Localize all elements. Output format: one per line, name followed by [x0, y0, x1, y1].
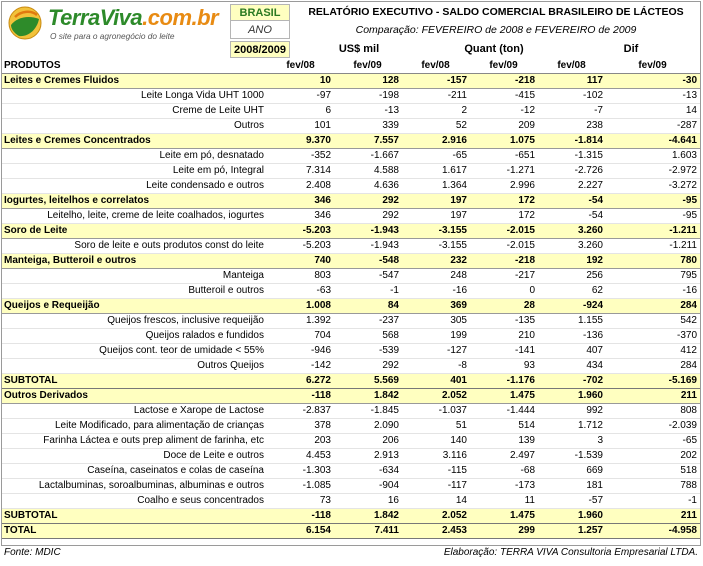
value-cell: 172 — [470, 194, 538, 209]
value-cell: 346 — [268, 194, 334, 209]
value-cell: 1.364 — [402, 179, 470, 194]
section-row — [2, 194, 700, 209]
brand-tagline: O site para o agronegócio do leite — [50, 31, 175, 41]
row-label: Manteiga — [2, 269, 268, 284]
product-row — [2, 314, 700, 329]
row-label: Doce de Leite e outros — [2, 449, 268, 464]
value-cell: 7.314 — [268, 164, 334, 179]
value-cell: -12 — [470, 104, 538, 119]
value-cell: 795 — [606, 269, 700, 284]
product-row — [2, 239, 700, 254]
value-cell: 305 — [402, 314, 470, 329]
footer — [4, 547, 698, 561]
section-row — [2, 254, 700, 269]
value-cell: 6 — [268, 104, 334, 119]
value-cell: 2.913 — [334, 449, 402, 464]
value-cell: -218 — [470, 74, 538, 89]
value-cell: -5.169 — [606, 374, 700, 389]
value-cell: 28 — [470, 299, 538, 314]
value-cell: 299 — [470, 524, 538, 539]
product-row — [2, 359, 700, 374]
value-cell: 514 — [470, 419, 538, 434]
value-cell: -2.015 — [470, 224, 538, 239]
value-cell: -141 — [470, 344, 538, 359]
value-cell: 128 — [334, 74, 402, 89]
product-row — [2, 449, 700, 464]
value-cell: 434 — [538, 359, 606, 374]
subtotal-row — [2, 374, 700, 389]
value-cell: -115 — [402, 464, 470, 479]
value-cell: 0 — [470, 284, 538, 299]
value-cell: 2 — [402, 104, 470, 119]
trade-balance-table — [2, 59, 700, 539]
value-cell: -3.272 — [606, 179, 700, 194]
period-header: fev/09 — [334, 59, 402, 74]
value-cell: -1.667 — [334, 149, 402, 164]
value-cell: -217 — [470, 269, 538, 284]
value-cell: 2.916 — [402, 134, 470, 149]
product-row — [2, 149, 700, 164]
product-row — [2, 479, 700, 494]
value-cell: -1.303 — [268, 464, 334, 479]
value-cell: 209 — [470, 119, 538, 134]
value-cell: -95 — [606, 209, 700, 224]
value-cell: 206 — [334, 434, 402, 449]
row-label: Leite Longa Vida UHT 1000 — [2, 89, 268, 104]
section-row — [2, 389, 700, 404]
value-cell: -1.943 — [334, 224, 402, 239]
product-row — [2, 89, 700, 104]
product-row — [2, 344, 700, 359]
value-cell: 3.260 — [538, 239, 606, 254]
value-cell: -651 — [470, 149, 538, 164]
value-cell: 339 — [334, 119, 402, 134]
value-cell: -135 — [470, 314, 538, 329]
value-cell: -1.444 — [470, 404, 538, 419]
row-label: SUBTOTAL — [2, 374, 268, 389]
credit-note: Elaboração: TERRA VIVA Consultoria Empresarial LTDA. — [443, 547, 698, 558]
section-row — [2, 74, 700, 89]
value-cell: 1.960 — [538, 509, 606, 524]
value-cell: 292 — [334, 194, 402, 209]
value-cell: 1.712 — [538, 419, 606, 434]
product-row — [2, 104, 700, 119]
value-cell: -102 — [538, 89, 606, 104]
value-cell: -2.837 — [268, 404, 334, 419]
report-subtitle: Comparação: FEVEREIRO de 2008 e FEVEREIRO de 2009 — [355, 24, 637, 36]
value-cell: -1.211 — [606, 224, 700, 239]
row-label: Queijos ralados e fundidos — [2, 329, 268, 344]
value-cell: 378 — [268, 419, 334, 434]
value-cell: 51 — [402, 419, 470, 434]
value-cell: -8 — [402, 359, 470, 374]
value-cell: 1.475 — [470, 389, 538, 404]
value-cell: 52 — [402, 119, 470, 134]
value-cell: -63 — [268, 284, 334, 299]
value-cell: 5.569 — [334, 374, 402, 389]
product-row — [2, 434, 700, 449]
section-row — [2, 299, 700, 314]
value-cell: -1.271 — [470, 164, 538, 179]
year-range: 2008/2009 — [230, 41, 290, 58]
value-cell: 568 — [334, 329, 402, 344]
value-cell: -3.155 — [402, 224, 470, 239]
product-row — [2, 494, 700, 509]
product-row — [2, 119, 700, 134]
row-label: Leite Modificado, para alimentação de crianças — [2, 419, 268, 434]
value-cell: 211 — [606, 509, 700, 524]
value-cell: 4.588 — [334, 164, 402, 179]
value-cell: -287 — [606, 119, 700, 134]
value-cell: -547 — [334, 269, 402, 284]
value-cell: -2.015 — [470, 239, 538, 254]
value-cell: -16 — [606, 284, 700, 299]
value-cell: 10 — [268, 74, 334, 89]
value-cell: 7.411 — [334, 524, 402, 539]
value-cell: -2.726 — [538, 164, 606, 179]
row-label: Farinha Láctea e outs prep aliment de farinha, etc — [2, 434, 268, 449]
row-label: Manteiga, Butteroil e outros — [2, 254, 268, 269]
value-cell: 172 — [470, 209, 538, 224]
row-label: Outros — [2, 119, 268, 134]
value-cell: -237 — [334, 314, 402, 329]
row-label: Leite condensado e outros — [2, 179, 268, 194]
product-row — [2, 419, 700, 434]
row-label: Lactose e Xarope de Lactose — [2, 404, 268, 419]
value-cell: -1.037 — [402, 404, 470, 419]
value-cell: -57 — [538, 494, 606, 509]
row-label: Leite em pó, desnatado — [2, 149, 268, 164]
value-cell: -1.814 — [538, 134, 606, 149]
value-cell: 740 — [268, 254, 334, 269]
row-label: Soro de Leite — [2, 224, 268, 239]
value-cell: 1.257 — [538, 524, 606, 539]
section-row — [2, 224, 700, 239]
value-cell: -157 — [402, 74, 470, 89]
value-cell: -352 — [268, 149, 334, 164]
value-cell: 1.392 — [268, 314, 334, 329]
value-cell: 248 — [402, 269, 470, 284]
value-cell: 2.497 — [470, 449, 538, 464]
value-cell: 2.227 — [538, 179, 606, 194]
row-label: Lactalbuminas, soroalbuminas, albuminas e outros — [2, 479, 268, 494]
value-cell: -2.039 — [606, 419, 700, 434]
value-cell: 203 — [268, 434, 334, 449]
value-cell: 202 — [606, 449, 700, 464]
value-cell: -1.943 — [334, 239, 402, 254]
value-cell: 2.052 — [402, 509, 470, 524]
value-cell: 16 — [334, 494, 402, 509]
product-row — [2, 179, 700, 194]
value-cell: -54 — [538, 194, 606, 209]
row-label: Leite em pó, Integral — [2, 164, 268, 179]
row-label: Leites e Cremes Concentrados — [2, 134, 268, 149]
value-cell: -1.539 — [538, 449, 606, 464]
value-cell: -54 — [538, 209, 606, 224]
value-cell: 284 — [606, 299, 700, 314]
globe-icon — [7, 5, 43, 41]
value-cell: 2.052 — [402, 389, 470, 404]
row-label: Iogurtes, leitelhos e correlatos — [2, 194, 268, 209]
row-label: Queijos e Requeijão — [2, 299, 268, 314]
value-cell: -1.176 — [470, 374, 538, 389]
value-cell: 3 — [538, 434, 606, 449]
value-cell: -65 — [402, 149, 470, 164]
row-label: Coalho e seus concentrados — [2, 494, 268, 509]
row-label: Outros Queijos — [2, 359, 268, 374]
value-cell: -1.211 — [606, 239, 700, 254]
value-cell: 292 — [334, 209, 402, 224]
value-cell: 808 — [606, 404, 700, 419]
report-title: RELATÓRIO EXECUTIVO - SALDO COMERCIAL BRASILEIRO DE LÁCTEOS — [308, 6, 684, 18]
period-header: fev/09 — [606, 59, 700, 74]
metric-quantity-header: Quant (ton) — [464, 43, 524, 55]
product-row — [2, 404, 700, 419]
value-cell: -7 — [538, 104, 606, 119]
value-cell: 803 — [268, 269, 334, 284]
value-cell: 518 — [606, 464, 700, 479]
period-header: fev/08 — [538, 59, 606, 74]
row-label: Caseína, caseinatos e colas de caseína — [2, 464, 268, 479]
value-cell: 238 — [538, 119, 606, 134]
value-cell: 3.116 — [402, 449, 470, 464]
value-cell: 992 — [538, 404, 606, 419]
subtotal-row — [2, 509, 700, 524]
value-cell: -539 — [334, 344, 402, 359]
value-cell: -1.085 — [268, 479, 334, 494]
value-cell: 284 — [606, 359, 700, 374]
product-row — [2, 164, 700, 179]
value-cell: 9.370 — [268, 134, 334, 149]
value-cell: -118 — [268, 509, 334, 524]
value-cell: 199 — [402, 329, 470, 344]
value-cell: -634 — [334, 464, 402, 479]
value-cell: 292 — [334, 359, 402, 374]
value-cell: -16 — [402, 284, 470, 299]
value-cell: 211 — [606, 389, 700, 404]
value-cell: -415 — [470, 89, 538, 104]
value-cell: 346 — [268, 209, 334, 224]
value-cell: 93 — [470, 359, 538, 374]
value-cell: 140 — [402, 434, 470, 449]
value-cell: 704 — [268, 329, 334, 344]
total-row — [2, 524, 700, 539]
row-label: Soro de leite e outs produtos const do leite — [2, 239, 268, 254]
value-cell: 4.636 — [334, 179, 402, 194]
value-cell: 412 — [606, 344, 700, 359]
value-cell: 14 — [606, 104, 700, 119]
country-label: BRASIL — [230, 4, 290, 21]
value-cell: 73 — [268, 494, 334, 509]
value-cell: 1.603 — [606, 149, 700, 164]
source-note: Fonte: MDIC — [4, 547, 61, 558]
value-cell: 1.842 — [334, 389, 402, 404]
value-cell: 117 — [538, 74, 606, 89]
value-cell: -1.315 — [538, 149, 606, 164]
value-cell: 210 — [470, 329, 538, 344]
brand-name: TerraViva.com.br — [48, 5, 219, 30]
value-cell: -370 — [606, 329, 700, 344]
value-cell: -548 — [334, 254, 402, 269]
value-cell: 139 — [470, 434, 538, 449]
value-cell: -5.203 — [268, 224, 334, 239]
value-cell: 1.008 — [268, 299, 334, 314]
value-cell: 2.408 — [268, 179, 334, 194]
metric-difference-header: Dif — [623, 43, 639, 55]
value-cell: 232 — [402, 254, 470, 269]
product-row — [2, 284, 700, 299]
row-label: Queijos frescos, inclusive requeijão — [2, 314, 268, 329]
period-header: fev/08 — [268, 59, 334, 74]
metric-usd-header: US$ mil — [338, 43, 380, 55]
value-cell: 11 — [470, 494, 538, 509]
value-cell: -211 — [402, 89, 470, 104]
value-cell: -173 — [470, 479, 538, 494]
row-label: Creme de Leite UHT — [2, 104, 268, 119]
row-label: Queijos cont. teor de umidade < 55% — [2, 344, 268, 359]
value-cell: 407 — [538, 344, 606, 359]
value-cell: 2.453 — [402, 524, 470, 539]
product-row — [2, 269, 700, 284]
value-cell: -1 — [606, 494, 700, 509]
value-cell: 14 — [402, 494, 470, 509]
value-cell: -3.155 — [402, 239, 470, 254]
value-cell: 2.996 — [470, 179, 538, 194]
section-row — [2, 134, 700, 149]
value-cell: 6.154 — [268, 524, 334, 539]
value-cell: -13 — [606, 89, 700, 104]
value-cell: -198 — [334, 89, 402, 104]
value-cell: -1 — [334, 284, 402, 299]
value-cell: -142 — [268, 359, 334, 374]
row-label: Leitelho, leite, creme de leite coalhados, iogurtes — [2, 209, 268, 224]
value-cell: 788 — [606, 479, 700, 494]
value-cell: 1.075 — [470, 134, 538, 149]
product-row — [2, 329, 700, 344]
value-cell: 256 — [538, 269, 606, 284]
value-cell: 780 — [606, 254, 700, 269]
value-cell: -946 — [268, 344, 334, 359]
value-cell: -4.958 — [606, 524, 700, 539]
product-row — [2, 464, 700, 479]
value-cell: -136 — [538, 329, 606, 344]
value-cell: -117 — [402, 479, 470, 494]
value-cell: 197 — [402, 209, 470, 224]
value-cell: -127 — [402, 344, 470, 359]
value-cell: 1.617 — [402, 164, 470, 179]
value-cell: -904 — [334, 479, 402, 494]
value-cell: 369 — [402, 299, 470, 314]
value-cell: 62 — [538, 284, 606, 299]
value-cell: 3.260 — [538, 224, 606, 239]
row-label: TOTAL — [2, 524, 268, 539]
value-cell: 6.272 — [268, 374, 334, 389]
value-cell: -1.845 — [334, 404, 402, 419]
value-cell: 1.842 — [334, 509, 402, 524]
value-cell: -702 — [538, 374, 606, 389]
row-label: Outros Derivados — [2, 389, 268, 404]
year-label: ANO — [230, 21, 290, 39]
row-label: Leites e Cremes Fluidos — [2, 74, 268, 89]
value-cell: -118 — [268, 389, 334, 404]
product-row — [2, 209, 700, 224]
value-cell: -13 — [334, 104, 402, 119]
value-cell: -95 — [606, 194, 700, 209]
terraviva-logo[interactable] — [2, 2, 228, 46]
value-cell: 7.557 — [334, 134, 402, 149]
value-cell: 1.960 — [538, 389, 606, 404]
value-cell: 669 — [538, 464, 606, 479]
value-cell: 84 — [334, 299, 402, 314]
row-label: Butteroil e outros — [2, 284, 268, 299]
value-cell: 181 — [538, 479, 606, 494]
value-cell: 401 — [402, 374, 470, 389]
period-header: fev/08 — [402, 59, 470, 74]
value-cell: -924 — [538, 299, 606, 314]
column-header-row — [2, 59, 700, 74]
value-cell: 4.453 — [268, 449, 334, 464]
products-column-header: PRODUTOS — [2, 59, 268, 74]
value-cell: -97 — [268, 89, 334, 104]
value-cell: -30 — [606, 74, 700, 89]
value-cell: -2.972 — [606, 164, 700, 179]
value-cell: 1.155 — [538, 314, 606, 329]
period-header: fev/09 — [470, 59, 538, 74]
row-label: SUBTOTAL — [2, 509, 268, 524]
value-cell: 197 — [402, 194, 470, 209]
value-cell: -65 — [606, 434, 700, 449]
value-cell: 101 — [268, 119, 334, 134]
value-cell: -5.203 — [268, 239, 334, 254]
value-cell: 192 — [538, 254, 606, 269]
value-cell: -4.641 — [606, 134, 700, 149]
value-cell: -68 — [470, 464, 538, 479]
value-cell: 2.090 — [334, 419, 402, 434]
value-cell: -218 — [470, 254, 538, 269]
value-cell: 542 — [606, 314, 700, 329]
value-cell: 1.475 — [470, 509, 538, 524]
